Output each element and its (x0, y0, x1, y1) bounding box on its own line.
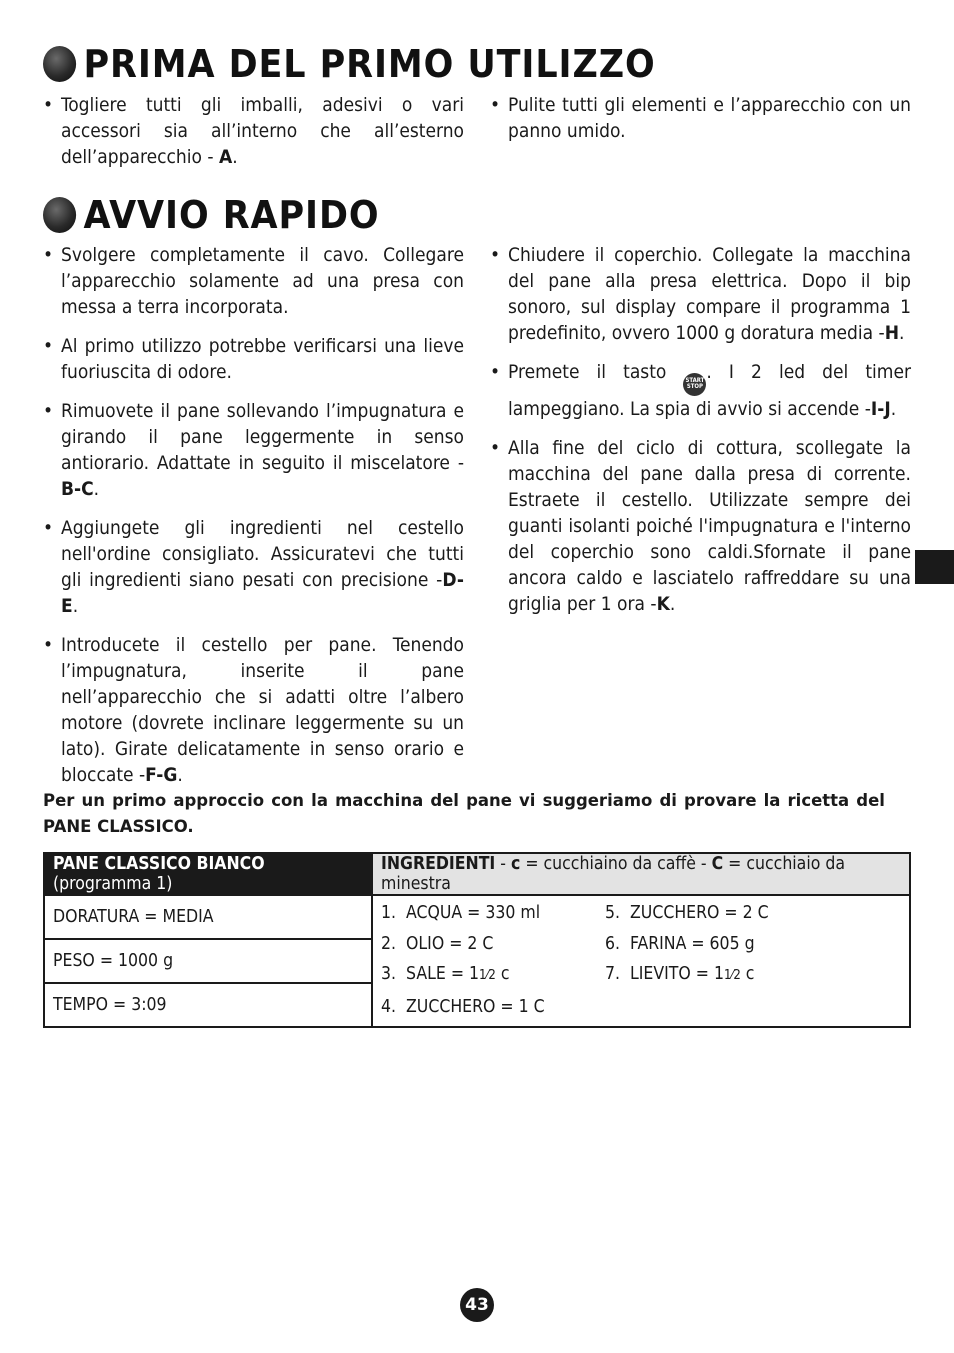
bullet-item: • Aggiungete gli ingredienti nel cestello nell'ordine consigliato. Assicuratevi che tutti gli ingredienti siano pesati con precisione -D-E. (43, 515, 464, 619)
ingredient-item: 1. ACQUA = 330 ml (381, 903, 541, 923)
ingredient-item: 4. ZUCCHERO = 1 C (381, 996, 545, 1017)
ingredient-item: 3. SALE = 11⁄2 c (381, 964, 510, 984)
ingredients-list-cell (372, 895, 910, 1027)
bullet-item: • Pulite tutti gli elementi e l’apparecchio con un panno umido. (490, 92, 911, 144)
property-doratura: DORATURA = MEDIA (44, 895, 372, 939)
ingredient-item: 2. OLIO = 2 C (381, 933, 494, 954)
bullet-item: • Alla fine del ciclo di cottura, scollegate la macchina del pane dalla presa di corrente. Estraete il cestello. Utilizzate sempre dei guanti isolanti poiché l'impugnatura e l'interno del coperchio sono caldi.Sfornate il pane ancora caldo e lasciatelo raffreddare su una griglia per 1 ora -K. (490, 435, 911, 617)
property-tempo: TEMPO = 3:09 (44, 983, 372, 1027)
bullet-ball-icon (43, 46, 76, 82)
start-stop-button-icon: START STOP (683, 373, 706, 396)
bullet-item: • Chiudere il coperchio. Collegate la macchina del pane alla presa elettrica. Dopo il bip sonoro, sul display compare il programma 1 predefinito, ovvero 1000 g doratura media -H. (490, 242, 911, 346)
ingredients-header-cell: INGREDIENTI - c = cucchiaino da caffè - C = cucchiaio da minestra (372, 853, 910, 895)
recipe-suggestion: Per un primo approccio con la macchina del pane vi suggeriamo di provare la ricetta del PANE CLASSICO. (43, 791, 885, 837)
bullet-item: • Premete il tasto START STOP . I 2 led del timer lampeggiano. La spia di avvio si accende -I-J. (490, 359, 911, 422)
recipe-title-cell: PANE CLASSICO BIANCO (programma 1) (44, 853, 372, 895)
page-number: 43 (460, 1288, 494, 1322)
language-tab-marker (915, 550, 954, 584)
ingredient-item: 6. FARINA = 605 g (605, 933, 755, 954)
bullet-item: • Al primo utilizzo potrebbe verificarsi una lieve fuoriuscita di odore. (43, 333, 464, 385)
bullet-ball-icon (43, 197, 76, 233)
section-title-text: AVVIO RAPIDO (83, 193, 380, 237)
bullet-item: • Rimuovete il pane sollevando l’impugnatura e girando il pane leggermente in senso antiorario. Adattate in seguito il miscelatore - B-C. (43, 398, 464, 502)
bullet-item: • Svolgere completamente il cavo. Collegare l’apparecchio solamente ad una presa con messa a terra incorporata. (43, 242, 464, 320)
section-title-prima-utilizzo (43, 42, 656, 86)
section2-left-column (43, 242, 464, 788)
section1-left-column (43, 92, 464, 170)
ingredient-item: 7. LIEVITO = 11⁄2 c (605, 964, 755, 984)
section1-right-column (490, 92, 911, 144)
recipe-table (43, 852, 911, 1028)
property-peso: PESO = 1000 g (44, 939, 372, 983)
section-title-avvio-rapido (43, 193, 380, 237)
section-title-text: PRIMA DEL PRIMO UTILIZZO (83, 42, 656, 86)
section2-right-column (490, 242, 911, 617)
bullet-item: • Togliere tutti gli imballi, adesivi o vari accessori sia all’interno che all’esterno dell’apparecchio - A. (43, 92, 464, 170)
ingredient-item: 5. ZUCCHERO = 2 C (605, 903, 769, 923)
bullet-item: • Introducete il cestello per pane. Tenendo l’impugnatura, inserite il pane nell’apparecchio che si adatti oltre l’albero motore (dovrete inclinare leggermente su un lato). Girate delicatamente in senso orario e bloccate -F-G. (43, 632, 464, 788)
